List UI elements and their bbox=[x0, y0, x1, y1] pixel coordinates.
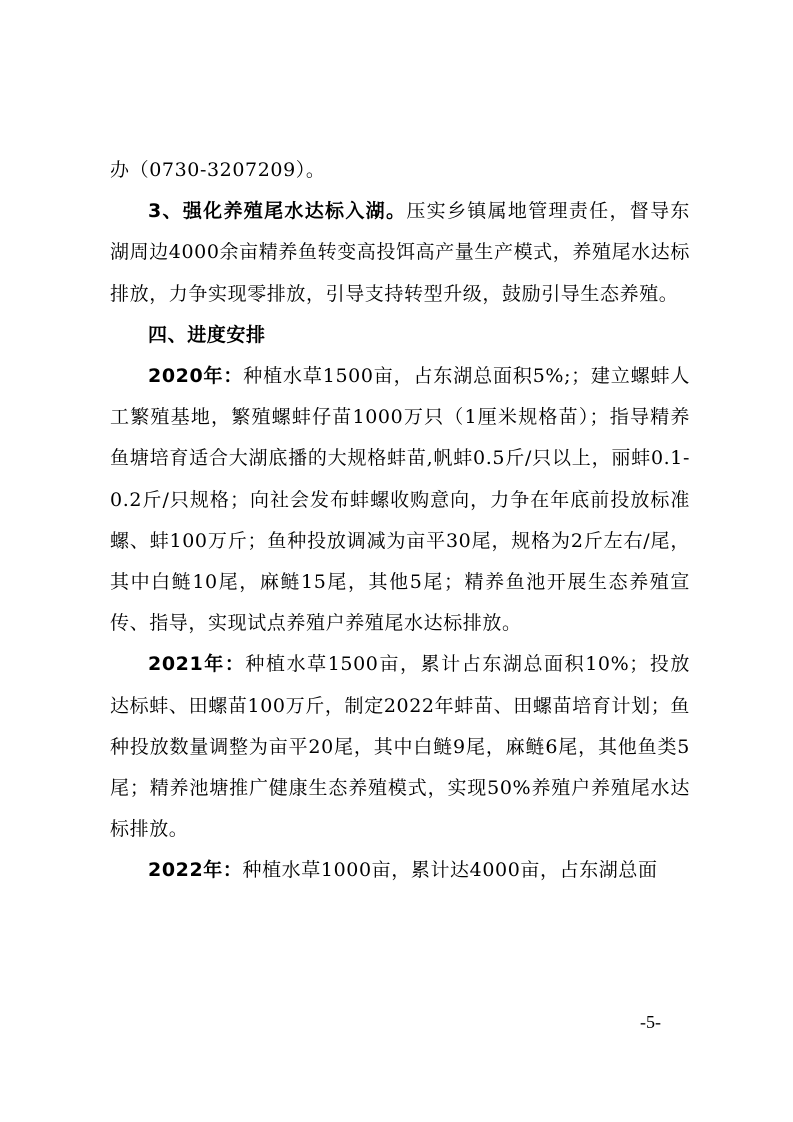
paragraph-lead: 2022年： bbox=[148, 859, 243, 882]
paragraph-2022 bbox=[110, 850, 690, 891]
paragraph-lead: 2021年： bbox=[148, 653, 246, 676]
paragraph-text: 种植水草1500亩，累计占东湖总面积10%；投放达标蚌、田螺苗100万斤，制定2022年蚌苗、田螺苗培育计划；鱼种投放数量调整为亩平20尾，其中白鲢9尾，麻鲢6尾，其他鱼类5尾；精养池塘推广健康生态养殖模式，实现50%养殖户养殖尾水达标排放。 bbox=[110, 653, 690, 841]
paragraph-contact bbox=[110, 150, 690, 191]
section-heading: 四、进度安排 bbox=[148, 323, 266, 346]
paragraph-text: 种植水草1500亩，占东湖总面积5%;；建立螺蚌人工繁殖基地，繁殖螺蚌仔苗1000万只（1厘米规格苗）；指导精养鱼塘培育适合大湖底播的大规格蚌苗,帆蚌0.5斤/只以上，丽蚌0.1-0.2斤/只规格；向社会发布蚌螺收购意向，力争在年底前投放标准螺、蚌100万斤；鱼种投放调减为亩平30尾，规格为2斤左右/尾，其中白鲢10尾，麻鲢15尾，其他5尾；精养鱼池开展生态养殖宣传、指导，实现试点养殖户养殖尾水达标排放。 bbox=[110, 365, 691, 635]
paragraph-text: 办（0730-3207209）。 bbox=[110, 159, 326, 181]
paragraph-lead: 2020年： bbox=[148, 365, 244, 388]
paragraph-text: 种植水草1000亩，累计达4000亩，占东湖总面 bbox=[242, 859, 658, 882]
paragraph-2020 bbox=[110, 356, 690, 644]
paragraph-lead: 3、强化养殖尾水达标入湖。 bbox=[148, 200, 407, 223]
paragraph-2021 bbox=[110, 644, 690, 850]
paragraph-tailwater bbox=[110, 191, 690, 315]
page-number: -5- bbox=[640, 1012, 661, 1032]
body-text bbox=[110, 150, 690, 892]
paragraph-text: 压实乡镇属地管理责任，督导东湖周边4000余亩精养鱼转变高投饵高产量生产模式，养殖尾水达标排放，力争实现零排放，引导支持转型升级，鼓励引导生态养殖。 bbox=[110, 200, 690, 305]
